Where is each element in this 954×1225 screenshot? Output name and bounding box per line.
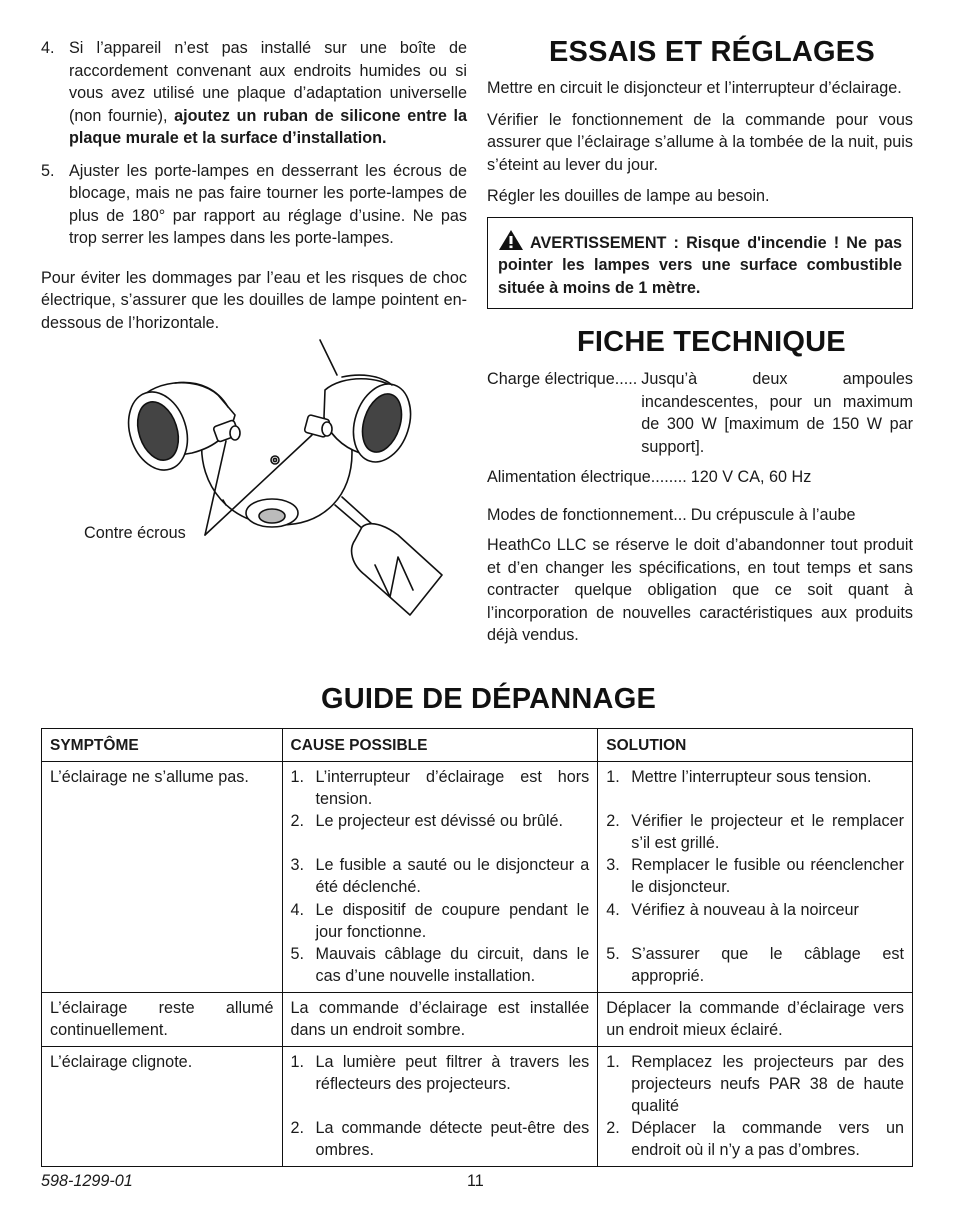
- spec-row: [487, 466, 913, 489]
- figure-label: Contre écrous: [84, 524, 186, 542]
- step-text: Si l’appareil n’est pas installé sur une boîte de raccordement convenant aux endroits humides ou si vous avez utilisé une plaque d’adaptation universelle (non fournie),: [69, 39, 467, 125]
- header-cause: CAUSE POSSIBLE: [282, 729, 598, 762]
- item-number: 1.: [606, 1053, 620, 1071]
- item-text: L’interrupteur d’éclairage est hors tension.: [315, 768, 590, 808]
- item-number: 1.: [290, 768, 305, 786]
- cause-text: La commande d’éclairage est installée dans un endroit sombre.: [290, 999, 590, 1039]
- essais-paragraph: Mettre en circuit le disjoncteur et l’interrupteur d’éclairage.: [487, 79, 902, 97]
- spec-label: Alimentation électrique: [487, 468, 651, 486]
- document-code: 598-1299-01: [41, 1172, 133, 1190]
- spec-row: [487, 368, 913, 458]
- warning-box: [487, 217, 913, 310]
- solution-text: Déplacer la commande d’éclairage vers un endroit mieux éclairé.: [606, 999, 904, 1039]
- symptom-cell: [42, 762, 283, 993]
- list-item: [291, 766, 590, 810]
- step-5: [41, 160, 467, 250]
- item-text: Mettre l’interrupteur sous tension.: [631, 768, 872, 786]
- spec-value: 120 V CA, 60 Hz: [690, 468, 812, 486]
- header-solution: SOLUTION: [598, 729, 913, 762]
- item-number: 2.: [606, 812, 620, 830]
- symptom-text: L’éclairage ne s’allume pas.: [50, 768, 249, 786]
- list-item: [291, 1051, 590, 1117]
- list-item: [291, 854, 590, 899]
- item-number: 2.: [290, 1119, 305, 1137]
- cause-cell: [282, 993, 598, 1047]
- item-text: Le projecteur est dévissé ou brûlé.: [315, 812, 563, 830]
- header-symptom: SYMPTÔME: [42, 729, 283, 762]
- item-text: La commande détecte peut-être des ombres.: [315, 1119, 590, 1159]
- list-item: [291, 899, 590, 943]
- item-text: Mauvais câblage du circuit, dans le cas d’une nouvelle installation.: [315, 945, 590, 985]
- item-text: Remplacer le fusible ou réenclencher le disjoncteur.: [631, 856, 904, 896]
- essais-paragraph: Régler les douilles de lampe au besoin.: [487, 187, 770, 205]
- list-item: [606, 854, 904, 899]
- step-4: [41, 37, 467, 150]
- spec-label: Charge électrique: [487, 370, 615, 388]
- step-bold-text: ajoutez un ruban de silicone entre la plaque murale et la surface d’installation.: [69, 106, 467, 147]
- symptom-cell: [42, 1047, 283, 1167]
- list-item: [606, 943, 904, 987]
- cause-cell: [282, 762, 598, 993]
- item-number: 4.: [606, 901, 620, 919]
- cause-cell: [282, 1047, 598, 1167]
- item-text: S’assurer que le câblage est approprié.: [631, 945, 904, 985]
- item-number: 1.: [606, 768, 620, 786]
- symptom-text: L’éclairage clignote.: [50, 1053, 193, 1071]
- list-item: [291, 943, 590, 987]
- item-text: Le fusible a sauté ou le disjoncteur a été déclenché.: [315, 856, 590, 896]
- warning-text: AVERTISSEMENT : Risque d'incendie ! Ne pas pointer les lampes vers une surface combustible située à moins de 1 mètre.: [498, 233, 902, 297]
- warning-triangle-icon: [498, 229, 524, 251]
- item-text: La lumière peut filtrer à travers les réflecteurs des projecteurs.: [315, 1053, 590, 1093]
- installation-steps: [41, 37, 467, 334]
- troubleshooting-table: [41, 728, 913, 1167]
- item-number: 4.: [290, 901, 305, 919]
- spec-value: Jusqu’à deux ampoules incandescentes, pour un maximum de 300 W [maximum de 150 W par support].: [641, 370, 913, 456]
- item-number: 5.: [606, 945, 620, 963]
- item-number: 5.: [290, 945, 305, 963]
- solution-cell: [598, 993, 913, 1047]
- step-text: Ajuster les porte-lampes en desserrant les écrous de blocage, mais ne pas faire tourner les porte-lampes de plus de 180° par rapport au réglage d’usine. Ne pas trop serrer les lampes dans les porte-lampes.: [69, 161, 467, 247]
- list-item: [606, 899, 904, 943]
- spec-row: [487, 504, 913, 527]
- spec-value: Du crépuscule à l’aube: [690, 505, 856, 524]
- table-header-row: [42, 729, 913, 762]
- item-text: Vérifier le projecteur et le remplacer s’il est grillé.: [631, 812, 904, 852]
- section-title-fiche: FICHE TECHNIQUE: [577, 326, 846, 358]
- symptom-cell: [42, 993, 283, 1047]
- item-number: 1.: [290, 1053, 305, 1071]
- floodlight-illustration: [80, 335, 460, 620]
- item-text: Vérifiez à nouveau à la noirceur: [631, 901, 859, 919]
- essais-paragraph: Vérifier le fonctionnement de la commande pour vous assurer que l’éclairage s’allume à la tombée de la nuit, puis s’éteint au lever du jour.: [487, 110, 913, 174]
- water-note: Pour éviter les dommages par l’eau et les risques de choc électrique, s’assurer que les douilles de lampe pointent en-dessous de l’horizontale.: [41, 268, 467, 332]
- item-number: 3.: [606, 856, 620, 874]
- item-number: 2.: [606, 1119, 620, 1137]
- list-item: [606, 766, 904, 810]
- symptom-text: L’éclairage reste allumé continuellement.: [50, 999, 274, 1039]
- list-item: [291, 810, 590, 854]
- item-text: Le dispositif de coupure pendant le jour fonctionne.: [315, 901, 590, 941]
- table-row: [42, 993, 913, 1047]
- section-title-essais: ESSAIS ET RÉGLAGES: [549, 36, 875, 68]
- solution-cell: [598, 1047, 913, 1167]
- item-text: Déplacer la commande vers un endroit où il n’y a pas d’ombres.: [631, 1119, 904, 1159]
- list-item: [606, 1117, 904, 1161]
- section-title-guide: GUIDE DE DÉPANNAGE: [321, 683, 656, 715]
- step-number: 5.: [41, 161, 55, 180]
- list-item: [291, 1117, 590, 1161]
- item-text: Remplacez les projecteurs par des projecteurs neufs PAR 38 de haute qualité: [631, 1053, 904, 1115]
- list-item: [606, 1051, 904, 1117]
- right-column: [487, 36, 913, 647]
- spec-dots: .....: [614, 370, 638, 388]
- spec-dots: ...: [673, 505, 687, 524]
- item-number: 3.: [290, 856, 305, 874]
- page-number: 11: [467, 1172, 484, 1190]
- table-row: [42, 762, 913, 993]
- disclaimer: HeathCo LLC se réserve le doit d’abandonner tout produit et d’en changer les spécifications, en tout temps et sans contracter quelque obligation que ce soit quant à l’incorporation de nouvelles caractéristiques aux produits déjà vendus.: [487, 536, 913, 644]
- spec-label: Modes de fonctionnement: [487, 505, 674, 524]
- table-row: [42, 1047, 913, 1167]
- item-number: 2.: [290, 812, 305, 830]
- spec-dots: ........: [650, 468, 687, 486]
- solution-cell: [598, 762, 913, 993]
- list-item: [606, 810, 904, 854]
- step-number: 4.: [41, 39, 55, 57]
